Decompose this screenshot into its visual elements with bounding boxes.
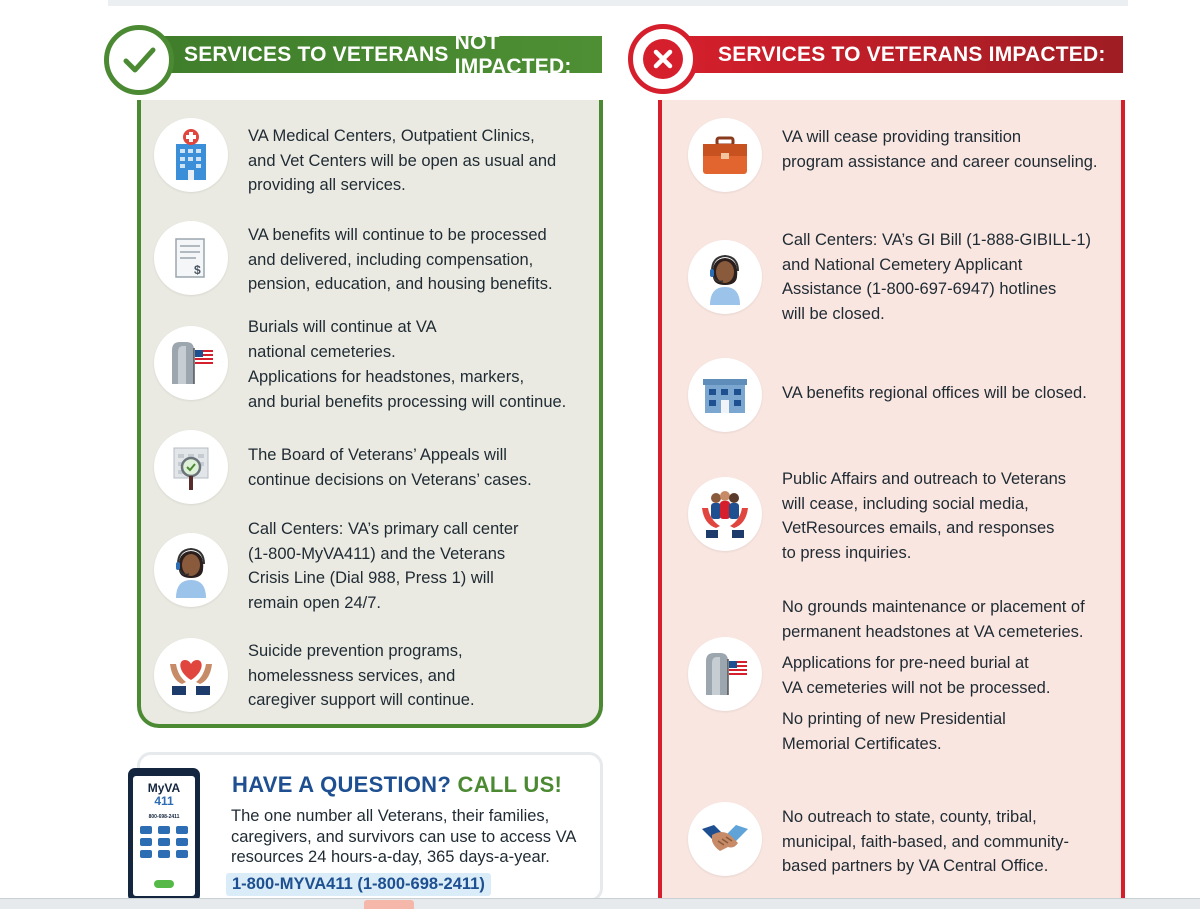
text-line: remain open 24/7. <box>248 593 382 612</box>
text-line: Burials will continue at VA <box>248 318 437 336</box>
text-line: VA benefits regional offices will be closed. <box>782 384 1087 402</box>
text-line: Crisis Line (Dial 988, Press 1) will <box>248 569 494 587</box>
bottom-scrollbar <box>0 898 1200 909</box>
not-impacted-header-prefix: SERVICES TO VETERANS <box>184 42 455 66</box>
not-impacted-item-3 <box>248 316 593 414</box>
text-line: VetResources emails, and responses <box>782 519 1055 537</box>
not-impacted-item-4 <box>248 444 588 492</box>
text-line: municipal, faith-based, and community- <box>782 832 1070 851</box>
text-line: and burial benefits processing will continue. <box>248 392 567 411</box>
headstone-flag-icon <box>154 326 228 400</box>
text-line: Call Centers: VA’s GI Bill (1-888-GIBILL-1) <box>782 231 1092 249</box>
appeals-magnifier-icon <box>154 430 228 504</box>
office-building-icon <box>688 358 762 432</box>
text-line: continue decisions on Veterans’ cases. <box>248 470 532 489</box>
phone-keypad <box>140 826 188 858</box>
text-line: permanent headstones at VA cemeteries. <box>782 622 1084 641</box>
text-line: will be closed. <box>782 304 885 323</box>
impacted-item-5 <box>782 596 1117 756</box>
call-us-body <box>231 806 591 868</box>
not-impacted-header-emphasis: NOT IMPACTED: <box>454 30 572 78</box>
not-impacted-item-6 <box>248 640 588 713</box>
text-line: No printing of new Presidential <box>782 710 1006 728</box>
x-mark-badge <box>628 24 698 94</box>
text-line: VA benefits will continue to be processed <box>248 226 547 244</box>
text-line: pension, education, and housing benefits. <box>248 275 553 293</box>
call-center-agent-icon <box>688 240 762 314</box>
text-line: national cemeteries. <box>248 342 396 361</box>
phone-screen <box>133 776 195 896</box>
checkmark-icon <box>119 40 159 80</box>
text-line: VA will cease providing transition <box>782 128 1022 146</box>
text-line: (1-800-MyVA411) and the Veterans <box>248 544 506 563</box>
impacted-item-4 <box>782 468 1112 565</box>
phone-app-name: MyVA <box>147 781 181 795</box>
text-line: to press inquiries. <box>782 543 912 562</box>
text-line: and delivered, including compensation, <box>248 250 534 269</box>
text-line: resources 24 hours-a-day, 365 days-a-year. <box>231 848 550 866</box>
text-line: caregivers, and survivors can use to access VA <box>231 827 577 846</box>
call-us-phone-number[interactable]: 1-800-MYVA411 (1-800-698-2411) <box>226 873 491 896</box>
text-line: VA cemeteries will not be processed. <box>782 678 1051 697</box>
impacted-header-text: SERVICES TO VETERANS IMPACTED: <box>718 42 1106 66</box>
not-impacted-item-1 <box>248 125 588 198</box>
text-line: program assistance and career counseling. <box>782 152 1098 171</box>
text-line: caregiver support will continue. <box>248 691 475 709</box>
handshake-icon <box>688 802 762 876</box>
phone-call-button <box>154 880 174 888</box>
phone-app-number: 411 <box>154 794 174 808</box>
benefits-document-icon <box>154 221 228 295</box>
phone-icon <box>128 768 200 902</box>
text-line: VA Medical Centers, Outpatient Clinics, <box>248 127 535 145</box>
heart-hands-icon <box>154 638 228 712</box>
text-line: Applications for headstones, markers, <box>248 368 525 386</box>
call-us-title <box>232 772 562 798</box>
top-divider <box>108 0 1128 6</box>
text-line: and National Cemetery Applicant <box>782 255 1023 274</box>
people-hands-icon <box>688 477 762 551</box>
not-impacted-header <box>140 30 602 78</box>
not-impacted-item-5 <box>248 518 588 615</box>
text-line: No outreach to state, county, tribal, <box>782 808 1037 826</box>
text-line: will cease, including social media, <box>782 494 1029 513</box>
text-line: Call Centers: VA’s primary call center <box>248 520 519 538</box>
hospital-icon <box>154 118 228 192</box>
call-center-agent-icon <box>154 533 228 607</box>
svg-text:$: $ <box>194 263 201 277</box>
impacted-item-2 <box>782 229 1112 326</box>
checkmark-badge <box>104 25 174 95</box>
impacted-item-6 <box>782 806 1112 879</box>
call-us-title-accent: CALL US! <box>457 772 563 797</box>
x-mark-icon <box>643 39 683 79</box>
text-line: Assistance (1-800-697-6947) hotlines <box>782 280 1057 298</box>
text-line: No grounds maintenance or placement of <box>782 598 1085 616</box>
text-line: based partners by VA Central Office. <box>782 857 1049 875</box>
text-line: and Vet Centers will be open as usual and <box>248 151 557 170</box>
text-line: homelessness services, and <box>248 666 456 685</box>
call-us-title-main: HAVE A QUESTION? <box>232 772 452 797</box>
text-line: Public Affairs and outreach to Veterans <box>782 470 1067 488</box>
briefcase-icon <box>688 118 762 192</box>
impacted-item-1 <box>782 126 1112 174</box>
text-line: Applications for pre-need burial at <box>782 654 1029 672</box>
text-line: providing all services. <box>248 176 406 194</box>
headstone-flag-icon <box>688 637 762 711</box>
text-line: Suicide prevention programs, <box>248 642 463 660</box>
text-line: The one number all Veterans, their families, <box>231 807 550 825</box>
text-line: The Board of Veterans’ Appeals will <box>248 446 507 464</box>
text-line: Memorial Certificates. <box>782 734 942 753</box>
not-impacted-item-2 <box>248 224 588 297</box>
impacted-item-3 <box>782 382 1112 406</box>
phone-small-number: 800-698-2411 <box>148 814 180 820</box>
impacted-header <box>660 36 1123 73</box>
